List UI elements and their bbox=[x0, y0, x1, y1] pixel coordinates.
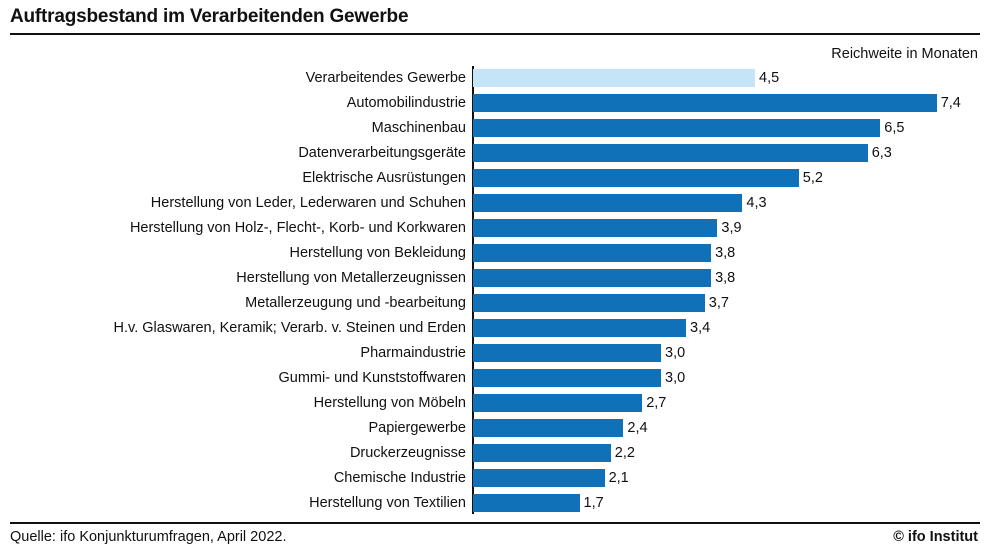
bar bbox=[473, 119, 880, 137]
bar-category-label: H.v. Glaswaren, Keramik; Verarb. v. Steinen und Erden bbox=[113, 320, 466, 336]
bar-category-label: Maschinenbau bbox=[371, 120, 466, 136]
bar-value-label: 1,7 bbox=[583, 495, 604, 511]
bar-value-label: 3,4 bbox=[690, 320, 711, 336]
bar bbox=[473, 294, 705, 312]
bar-value-label: 3,0 bbox=[665, 345, 686, 361]
bar-category-label: Herstellung von Leder, Lederwaren und Schuhen bbox=[150, 195, 466, 211]
bar-value-label: 7,4 bbox=[940, 95, 961, 111]
footer-divider bbox=[10, 522, 980, 524]
bar-row bbox=[0, 191, 990, 216]
bar-value-label: 3,8 bbox=[715, 245, 736, 261]
bar-category-label: Chemische Industrie bbox=[333, 470, 466, 486]
bar-category-label: Pharmaindustrie bbox=[360, 345, 466, 361]
bar bbox=[473, 444, 611, 462]
bar bbox=[473, 219, 717, 237]
bar-value-label: 2,2 bbox=[614, 445, 635, 461]
bar-row bbox=[0, 166, 990, 191]
bar bbox=[473, 144, 868, 162]
bar-category-label: Herstellung von Möbeln bbox=[313, 395, 466, 411]
bar bbox=[473, 194, 742, 212]
bar bbox=[473, 319, 686, 337]
bar-row bbox=[0, 241, 990, 266]
bar bbox=[473, 469, 605, 487]
bar bbox=[473, 269, 711, 287]
bar-value-label: 2,1 bbox=[608, 470, 629, 486]
bar-row bbox=[0, 91, 990, 116]
bar-row bbox=[0, 116, 990, 141]
bar-value-label: 3,0 bbox=[665, 370, 686, 386]
bar-rows bbox=[0, 66, 990, 516]
bar-category-label: Herstellung von Bekleidung bbox=[289, 245, 466, 261]
bar-row bbox=[0, 391, 990, 416]
plot-area bbox=[0, 66, 990, 516]
bar-category-label: Metallerzeugung und -bearbeitung bbox=[245, 295, 466, 311]
bar-value-label: 3,7 bbox=[708, 295, 729, 311]
bar-category-label: Datenverarbeitungsgeräte bbox=[298, 145, 466, 161]
bar-value-label: 2,4 bbox=[627, 420, 648, 436]
bar-row bbox=[0, 216, 990, 241]
bar-row bbox=[0, 341, 990, 366]
bar bbox=[473, 244, 711, 262]
bar-value-label: 5,2 bbox=[802, 170, 823, 186]
bar-category-label: Herstellung von Metallerzeugnissen bbox=[236, 270, 466, 286]
title-divider bbox=[10, 33, 980, 35]
bar-value-label: 3,9 bbox=[721, 220, 742, 236]
bar-value-label: 6,3 bbox=[871, 145, 892, 161]
bar bbox=[473, 494, 580, 512]
bar-category-label: Verarbeitendes Gewerbe bbox=[305, 70, 466, 86]
bar-category-label: Automobilindustrie bbox=[346, 95, 466, 111]
bar bbox=[473, 369, 661, 387]
bar bbox=[473, 69, 755, 87]
bar-row bbox=[0, 466, 990, 491]
bar-value-label: 4,3 bbox=[746, 195, 767, 211]
bar-row bbox=[0, 491, 990, 516]
bar-value-label: 2,7 bbox=[646, 395, 667, 411]
bar-category-label: Papiergewerbe bbox=[368, 420, 466, 436]
bar-category-label: Herstellung von Textilien bbox=[309, 495, 466, 511]
bar-row bbox=[0, 441, 990, 466]
bar-value-label: 3,8 bbox=[715, 270, 736, 286]
bar bbox=[473, 344, 661, 362]
bar-row bbox=[0, 366, 990, 391]
bar-row bbox=[0, 316, 990, 341]
bar-category-label: Druckerzeugnisse bbox=[349, 445, 466, 461]
bar bbox=[473, 169, 799, 187]
bar-category-label: Elektrische Ausrüstungen bbox=[302, 170, 466, 186]
bar bbox=[473, 394, 642, 412]
page-title: Auftragsbestand im Verarbeitenden Gewerbe bbox=[10, 6, 409, 27]
bar-value-label: 6,5 bbox=[884, 120, 905, 136]
bar-row bbox=[0, 141, 990, 166]
bar-category-label: Herstellung von Holz-, Flecht-, Korb- und Korkwaren bbox=[129, 220, 466, 236]
bar-row bbox=[0, 291, 990, 316]
bar-row bbox=[0, 416, 990, 441]
bar bbox=[473, 419, 623, 437]
bar-row bbox=[0, 66, 990, 91]
bar-category-label: Gummi- und Kunststoffwaren bbox=[278, 370, 466, 386]
institute-credit: © ifo Institut bbox=[893, 529, 978, 545]
bar-row bbox=[0, 266, 990, 291]
x-axis-label: Reichweite in Monaten bbox=[831, 46, 978, 62]
source-note: Quelle: ifo Konjunkturumfragen, April 2022. bbox=[10, 529, 287, 545]
bar bbox=[473, 94, 937, 112]
bar-value-label: 4,5 bbox=[759, 70, 780, 86]
